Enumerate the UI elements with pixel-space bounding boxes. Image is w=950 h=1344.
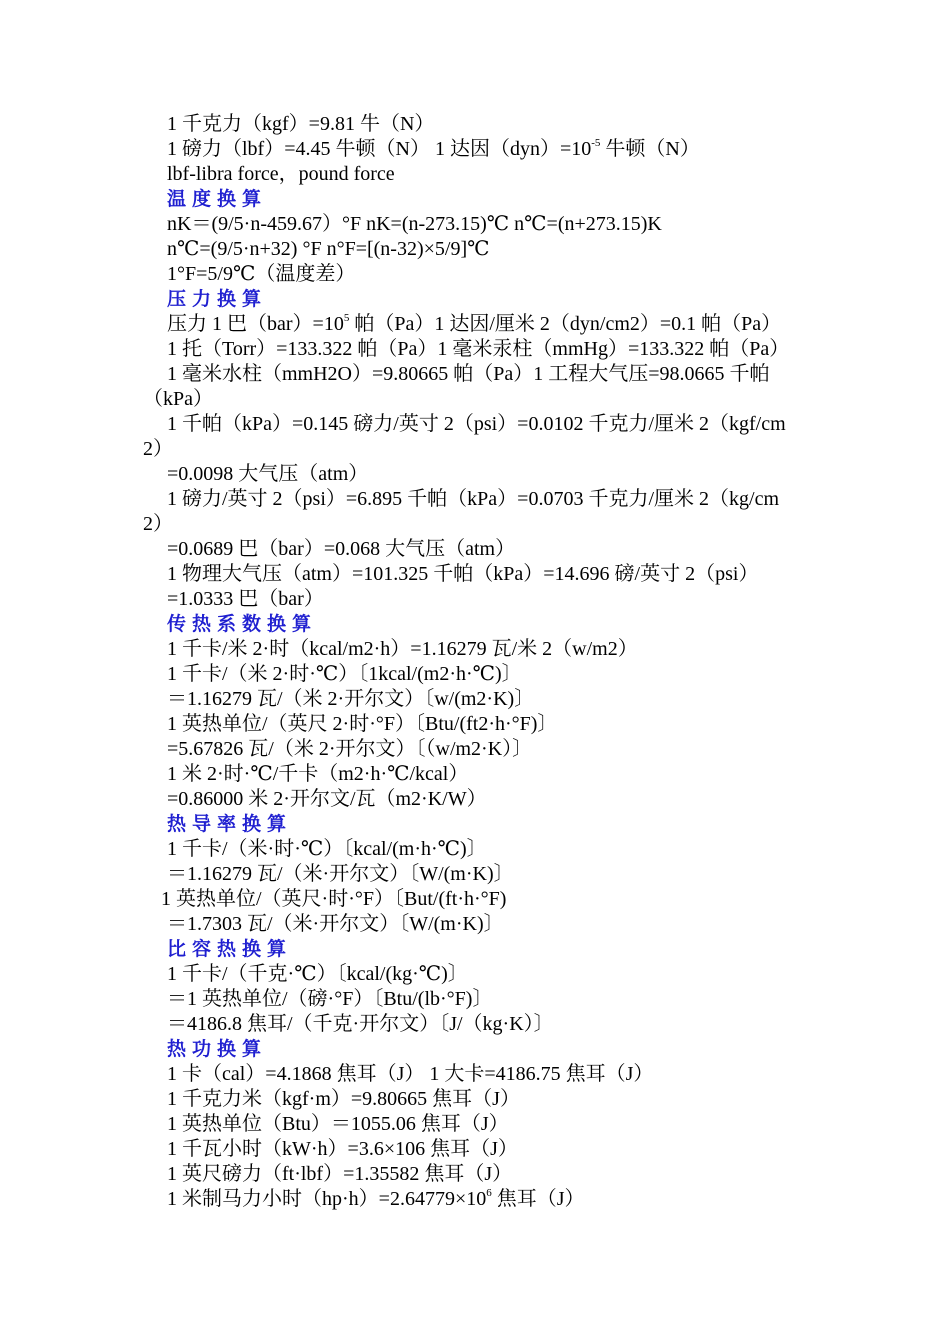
text-line: lbf-libra force，pound force bbox=[167, 163, 395, 185]
section-heading: 温度换算 bbox=[167, 188, 268, 210]
section-heading: 传热系数换算 bbox=[167, 613, 318, 635]
text-line: nK＝(9/5·n-459.67）°F nK=(n-273.15)℃ n℃=(n+273.15)K bbox=[167, 213, 662, 235]
text-line: 1 千卡/（米 2·时·℃）〔1kcal/(m2·h·℃)〕 bbox=[167, 663, 522, 685]
text-line bbox=[167, 1187, 585, 1211]
text-line: =0.0689 巴（bar）=0.068 大气压（atm） bbox=[167, 538, 516, 560]
superscript-exponent: -5 bbox=[591, 137, 601, 149]
text-line: 1 千克力米（kgf·m）=9.80665 焦耳（J） bbox=[167, 1088, 520, 1110]
text-line: 2） bbox=[143, 513, 173, 535]
text-line: 1°F=5/9℃（温度差） bbox=[167, 263, 356, 285]
text-line: =5.67826 瓦/（米 2·开尔文）〔（w/m2·K）〕 bbox=[167, 738, 533, 760]
text-line: 1 磅力/英寸 2（psi）=6.895 千帕（kPa）=0.0703 千克力/厘米 2（kg/cm bbox=[167, 488, 780, 510]
text-line: 1 千克力（kgf）=9.81 牛（N） bbox=[167, 113, 435, 135]
text-line: 1 千卡/（米·时·℃）〔kcal/(m·h·℃)〕 bbox=[167, 838, 487, 860]
section-heading: 压力换算 bbox=[167, 288, 268, 310]
text-line bbox=[167, 137, 700, 161]
text-segment: 焦耳（J） bbox=[491, 1188, 585, 1210]
text-line: 1 英热单位/（英尺·时·°F）〔But/(ft·h·°F) bbox=[161, 888, 507, 910]
text-line: 1 物理大气压（atm）=101.325 千帕（kPa）=14.696 磅/英寸 2（psi） bbox=[167, 563, 759, 585]
text-line: =1.0333 巴（bar） bbox=[167, 588, 324, 610]
text-line: 1 千卡/米 2·时（kcal/m2·h）=1.16279 瓦/米 2（w/m2） bbox=[167, 638, 638, 660]
section-heading: 热导率换算 bbox=[167, 813, 293, 835]
superscript-exponent: 5 bbox=[343, 312, 350, 324]
text-segment: 牛顿（N） bbox=[600, 138, 700, 160]
text-line: ＝4186.8 焦耳/（千克·开尔文）〔J/（kg·K）〕 bbox=[167, 1013, 554, 1035]
text-line: ＝1.16279 瓦/（米·开尔文）〔W/(m·K)〕 bbox=[167, 863, 514, 885]
text-line: =0.86000 米 2·开尔文/瓦（m2·K/W） bbox=[167, 788, 487, 810]
text-line: 1 英热单位（Btu）＝1055.06 焦耳（J） bbox=[167, 1113, 509, 1135]
text-line: 1 米 2·时·℃/千卡（m2·h·℃/kcal） bbox=[167, 763, 469, 785]
section-heading: 比容热换算 bbox=[167, 938, 293, 960]
text-line: （kPa） bbox=[143, 388, 213, 410]
text-line: 1 毫米水柱（mmH2O）=9.80665 帕（Pa）1 工程大气压=98.0665 千帕 bbox=[167, 363, 770, 385]
section-heading: 热功换算 bbox=[167, 1038, 268, 1060]
text-line: 2） bbox=[143, 438, 173, 460]
text-line: ＝1.16279 瓦/（米 2·开尔文）〔w/(m2·K)〕 bbox=[167, 688, 535, 710]
text-line: 1 千帕（kPa）=0.145 磅力/英寸 2（psi）=0.0102 千克力/厘米 2（kgf/cm bbox=[167, 413, 786, 435]
text-line: 1 英尺磅力（ft·lbf）=1.35582 焦耳（J） bbox=[167, 1163, 513, 1185]
text-line: 1 托（Torr）=133.322 帕（Pa）1 毫米汞柱（mmHg）=133.322 帕（Pa） bbox=[167, 338, 790, 360]
text-line: 1 千卡/（千克·℃）〔kcal/(kg·℃)〕 bbox=[167, 963, 468, 985]
text-line: ＝1.7303 瓦/（米·开尔文）〔W/(m·K)〕 bbox=[167, 913, 504, 935]
text-line: 1 千瓦小时（kW·h）=3.6×106 焦耳（J） bbox=[167, 1138, 518, 1160]
text-line bbox=[167, 312, 781, 336]
text-segment: 1 米制马力小时（hp·h）=2.64779×10 bbox=[167, 1188, 487, 1210]
text-line: 1 英热单位/（英尺 2·时·°F）〔Btu/(ft2·h·°F)〕 bbox=[167, 713, 558, 735]
text-line: =0.0098 大气压（atm） bbox=[167, 463, 369, 485]
text-line: n℃=(9/5·n+32) °F n°F=[(n-32)×5/9]℃ bbox=[167, 238, 490, 260]
text-segment: 1 磅力（lbf）=4.45 牛顿（N） 1 达因（dyn）=10 bbox=[167, 138, 592, 160]
superscript-exponent: 6 bbox=[486, 1187, 492, 1199]
text-line: ＝1 英热单位/（磅·°F）〔Btu/(lb·°F)〕 bbox=[167, 988, 493, 1010]
text-segment: 压力 1 巴（bar）=10 bbox=[167, 313, 344, 335]
text-segment: 帕（Pa）1 达因/厘米 2（dyn/cm2）=0.1 帕（Pa） bbox=[349, 313, 782, 335]
text-line: 1 卡（cal）=4.1868 焦耳（J） 1 大卡=4186.75 焦耳（J） bbox=[167, 1063, 654, 1085]
